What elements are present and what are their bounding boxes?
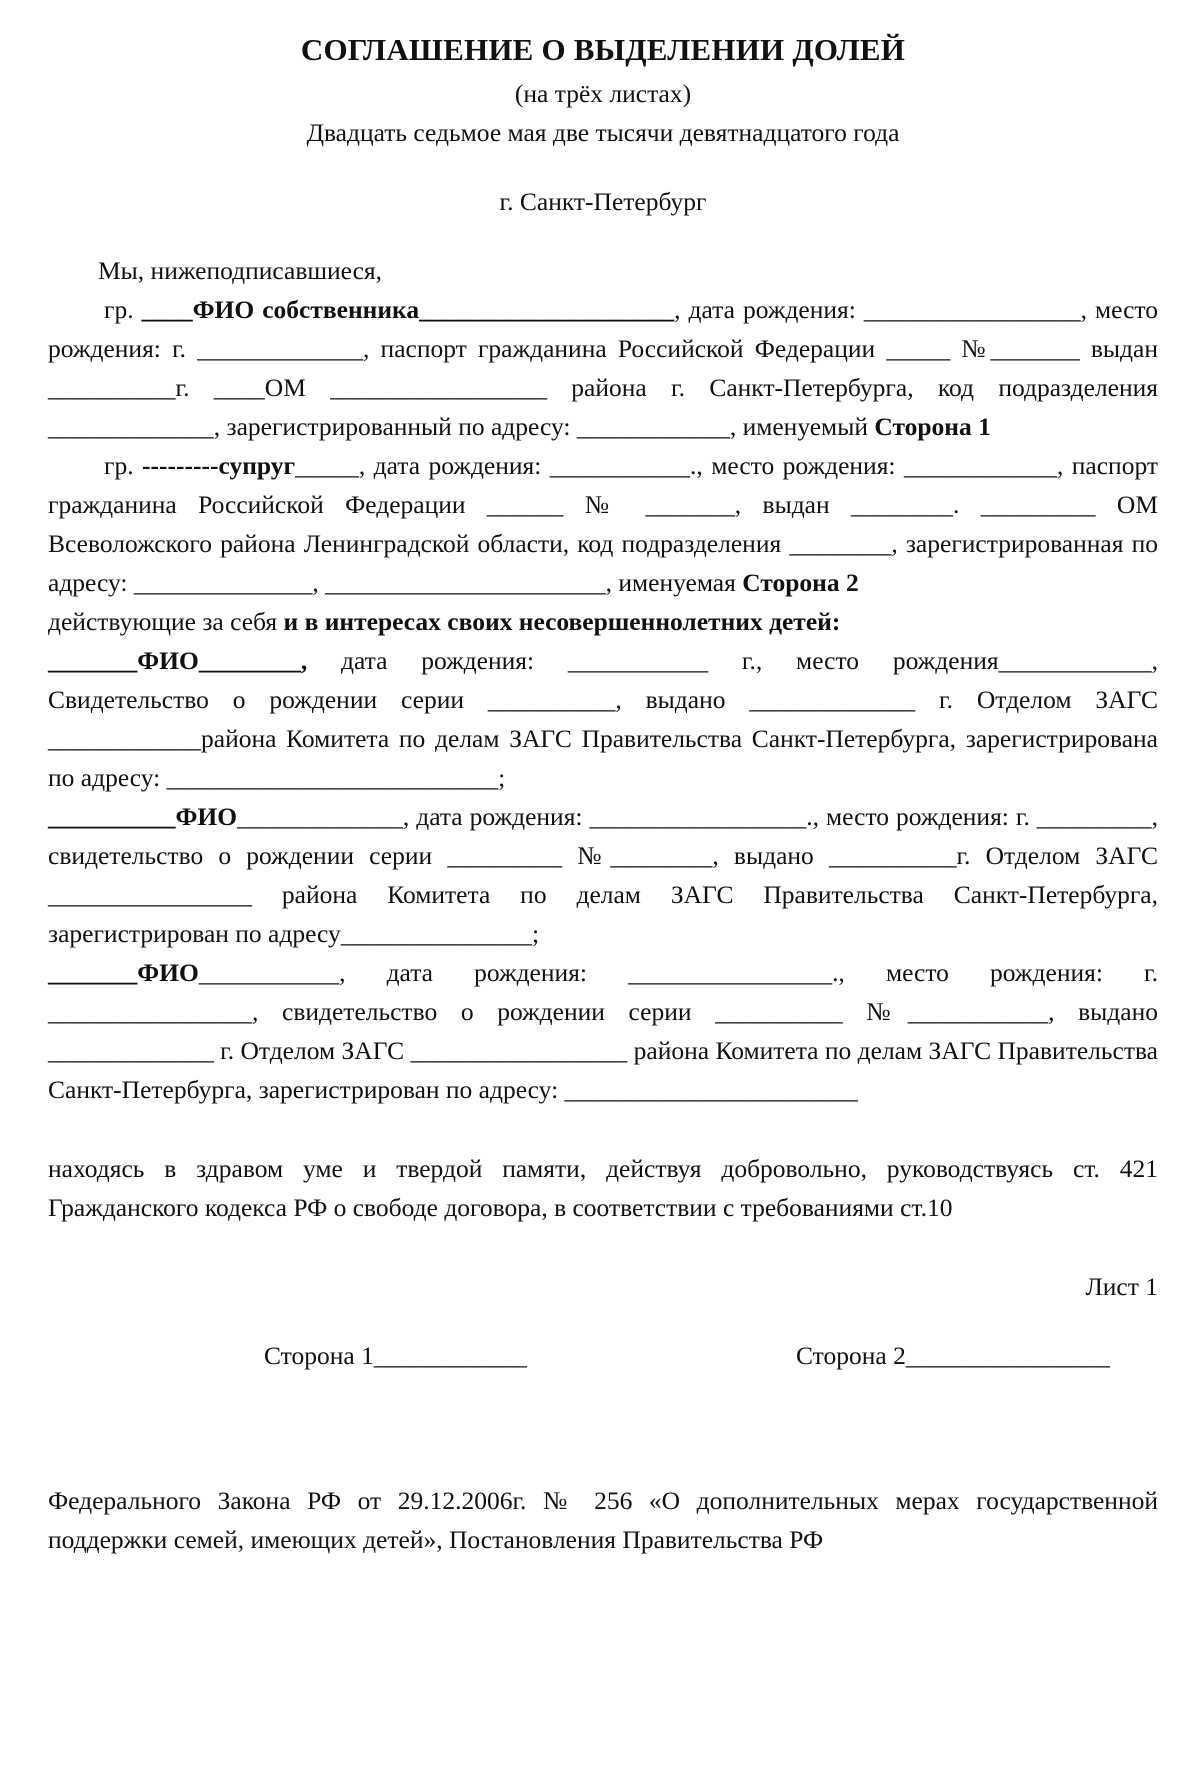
- sheets-count: (на трёх листах): [514, 79, 692, 108]
- child-1-details: дата рождения: ___________ г., место рождения____________, Свидетельство о рождении серии __________, выдано _____________ г. Отделом ЗАГС ____________района Комитета по делам ЗАГС Правительства Санкт-Петербурга, зарегистрирована по адресу: __________________________;: [48, 646, 1158, 792]
- document-page: [48, 26, 1158, 1585]
- child-3-details: ___________, дата рождения: ________________., место рождения: г. ________________, свидетельство о рождении серии __________ №___________, выдано _____________ г. Отделом ЗАГС _________________ района Комитета по делам ЗАГС Правительства Санкт-Петербурга, зарегистрирован по адресу: _______________________: [48, 958, 1158, 1104]
- child-1-paragraph: [48, 641, 1158, 797]
- acting-line: [48, 602, 1158, 641]
- legal-basis-text: находясь в здравом уме и твердой памяти, действуя добровольно, руководствуясь ст. 421 Гражданского кодекса РФ о свободе договора, в соответствии с требованиями ст.10: [48, 1154, 1158, 1222]
- party-1-paragraph: [48, 290, 1158, 446]
- child-3-name: _______ФИО: [48, 958, 199, 987]
- party-2-name: ---------супруг: [142, 451, 296, 480]
- signature-block: [48, 1336, 1158, 1376]
- signature-side-1: Сторона 1____________: [264, 1341, 527, 1370]
- document-date: Двадцать седьмое мая две тысячи девятнадцатого года: [306, 118, 900, 147]
- party-2-prefix: гр.: [104, 451, 143, 480]
- sheet-number: Лист 1: [1085, 1272, 1158, 1301]
- document-title: СОГЛАШЕНИЕ О ВЫДЕЛЕНИИ ДОЛЕЙ: [300, 32, 906, 67]
- child-1-name: _______ФИО________,: [48, 646, 308, 675]
- party-2-role: Сторона 2: [742, 568, 859, 597]
- party-1-prefix: гр.: [104, 295, 142, 324]
- party-1-role: Сторона 1: [874, 412, 991, 441]
- footer-text: Федерального Закона РФ от 29.12.2006г. № 256 «О дополнительных мерах государственной поддержки семей, имеющих детей», Постановления Правительства РФ: [48, 1486, 1158, 1554]
- acting-plain: действующие за себя: [48, 607, 284, 636]
- acting-bold: и в интересах своих несовершеннолетних детей:: [283, 607, 841, 636]
- party-1-details: , дата рождения: _________________, место рождения: г. _____________, паспорт гражданина Российской Федерации _____ №_______ выдан __________г. ____ОМ _________________ района г. Санкт-Петербурга, код подразделения _____________, зарегистрированный по адресу: ____________, именуемый: [48, 295, 1158, 441]
- child-3-paragraph: [48, 953, 1158, 1109]
- party-2-paragraph: [48, 446, 1158, 602]
- party-2-details: _____, дата рождения: ___________., место рождения: ____________, паспорт гражданина Российской Федерации ______ № _______, выдан ________. _________ ОМ Всеволожского района Ленинградской области, код подразделения ________, зарегистрированная по адресу: ______________, ______________________, именуемая: [48, 451, 1158, 597]
- intro-line: Мы, нижеподписавшиеся,: [98, 256, 383, 285]
- signature-side-2: Сторона 2________________: [796, 1341, 1110, 1370]
- child-2-name: __________ФИО: [48, 802, 238, 831]
- child-2-details: _____________, дата рождения: _________________., место рождения: г. _________, свидетельство о рождении серии _________ №________, выдано __________г. Отделом ЗАГС ________________ района Комитета по делам ЗАГС Правительства Санкт-Петербурга, зарегистрирован по адресу_______________;: [48, 802, 1158, 948]
- party-1-name: ____ФИО собственника____________________: [141, 295, 675, 324]
- document-city: г. Санкт-Петербург: [499, 187, 707, 216]
- child-2-paragraph: [48, 797, 1158, 953]
